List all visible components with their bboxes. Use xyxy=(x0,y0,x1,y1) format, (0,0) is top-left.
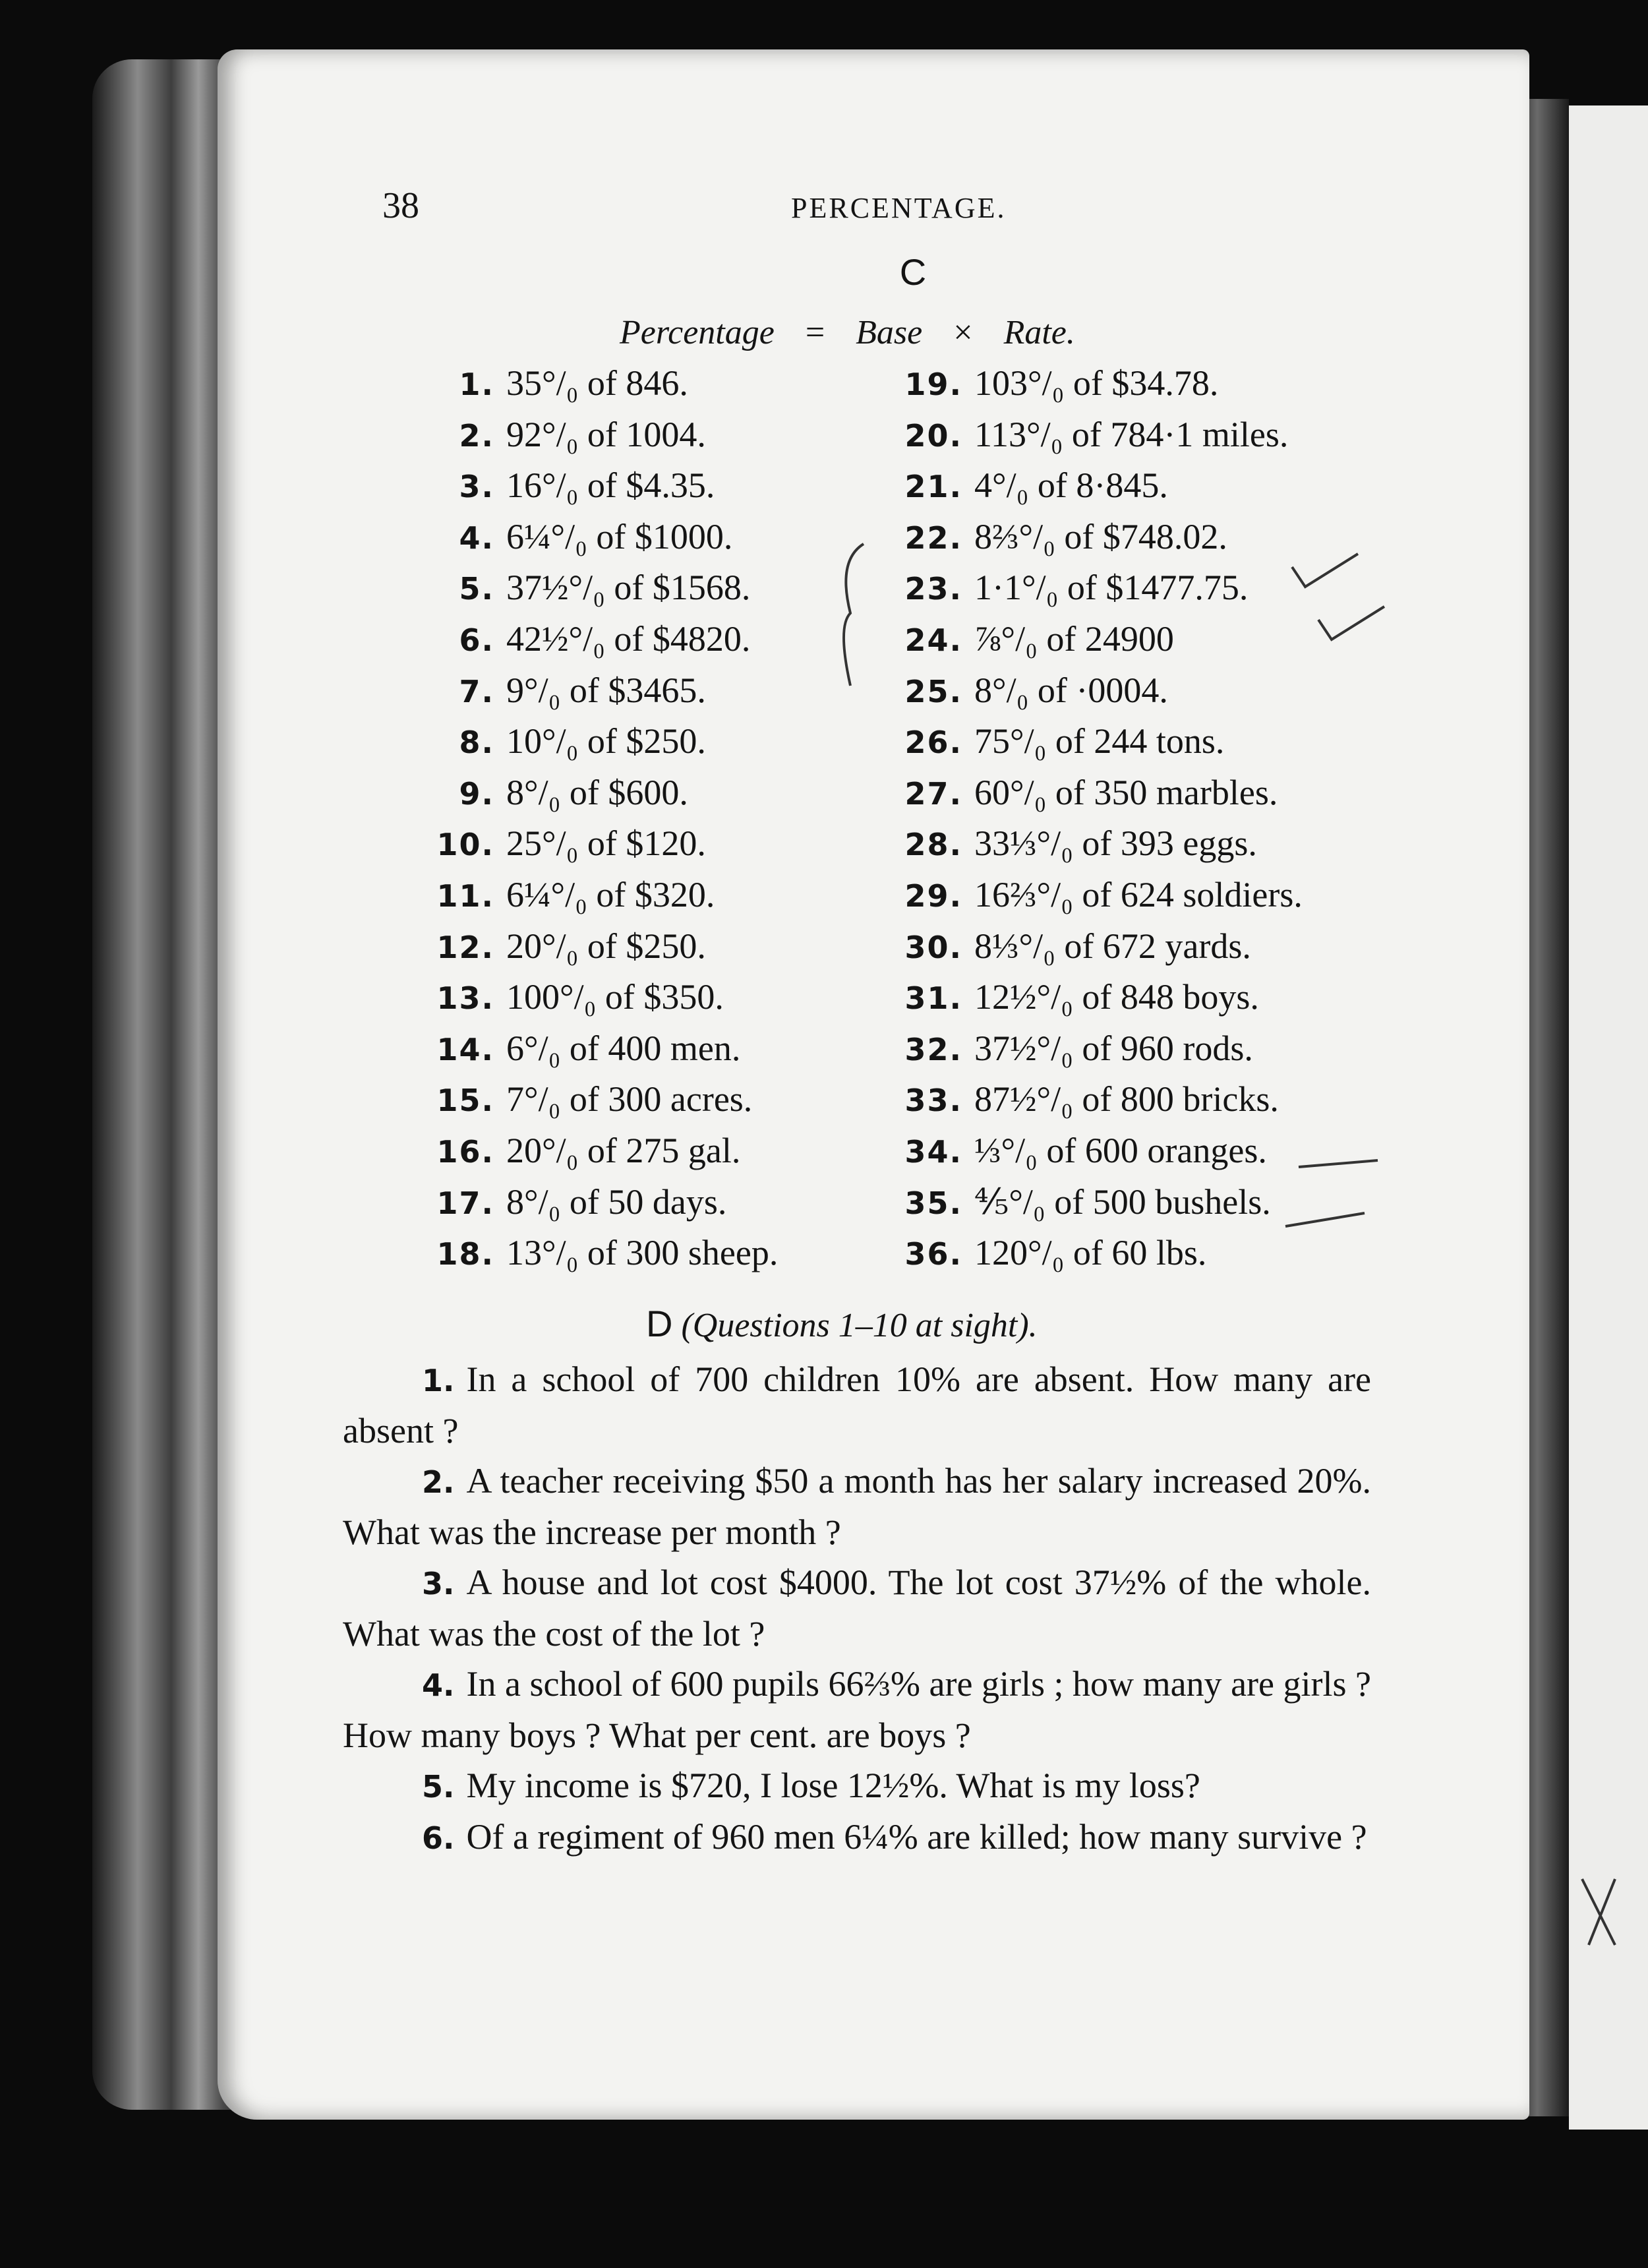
exercise-item xyxy=(890,768,1398,820)
exercise-text: 9°/₀ of $3465. xyxy=(506,670,706,710)
page-number: 38 xyxy=(382,185,419,226)
exercise-text: ⅓°/₀ of 600 oranges. xyxy=(974,1130,1267,1170)
exercise-item xyxy=(435,768,870,820)
problem-text: In a school of 700 children 10% are absent. How many are absent ? xyxy=(343,1359,1371,1450)
exercise-item xyxy=(890,922,1398,973)
exercise-number: 23. xyxy=(904,571,962,607)
exercise-text: 6°/₀ of 400 men. xyxy=(506,1028,741,1068)
exercise-text: 8°/₀ of ·0004. xyxy=(974,670,1168,710)
exercise-text: 87½°/₀ of 800 bricks. xyxy=(974,1079,1279,1119)
problem-number: 5. xyxy=(422,1768,455,1805)
exercise-number: 16. xyxy=(436,1133,494,1170)
word-problem xyxy=(343,1354,1371,1456)
exercise-text: 35°/₀ of 846. xyxy=(506,363,688,403)
exercise-item xyxy=(435,461,870,512)
exercise-number: 29. xyxy=(904,878,962,914)
exercise-text: 33⅓°/₀ of 393 eggs. xyxy=(974,823,1257,864)
section-d-heading xyxy=(343,1302,1398,1345)
problem-number: 1. xyxy=(422,1362,455,1398)
pencil-arrow-icon xyxy=(1279,1200,1371,1239)
running-head: PERCENTAGE. xyxy=(791,192,1007,224)
exercise-text: 20°/₀ of $250. xyxy=(506,926,706,966)
exercise-text: 16°/₀ of $4.35. xyxy=(506,465,715,506)
pencil-brace-icon xyxy=(831,541,870,692)
pencil-arrow-icon xyxy=(1292,1147,1384,1187)
exercise-text: 8°/₀ of $600. xyxy=(506,772,688,812)
word-problem xyxy=(343,1659,1371,1760)
exercise-number: 6. xyxy=(459,622,494,658)
exercise-item xyxy=(890,1075,1398,1126)
problem-text: My income is $720, I lose 12½%. What is my loss? xyxy=(466,1765,1200,1805)
exercise-item xyxy=(435,1075,870,1126)
word-problem xyxy=(343,1760,1371,1812)
exercise-item xyxy=(890,410,1398,462)
exercise-number: 19. xyxy=(904,367,962,402)
exercise-number: 28. xyxy=(904,827,962,863)
exercise-item xyxy=(435,922,870,973)
exercise-number: 18. xyxy=(436,1236,494,1272)
problem-number: 4. xyxy=(422,1667,455,1703)
exercise-number: 12. xyxy=(436,929,494,965)
problem-text: In a school of 600 pupils 66⅔% are girls ; how many are girls ? How many boys ? What per cent. are boys ? xyxy=(343,1663,1371,1755)
exercise-number: 11. xyxy=(436,878,494,914)
exercise-text: 103°/₀ of $34.78. xyxy=(974,363,1219,403)
exercise-number: 27. xyxy=(904,775,962,812)
exercise-item xyxy=(890,972,1398,1024)
exercise-number: 26. xyxy=(904,725,962,761)
exercise-text: 42½°/₀ of $4820. xyxy=(506,618,751,659)
problem-number: 3. xyxy=(422,1565,455,1601)
exercise-text: 75°/₀ of 244 tons. xyxy=(974,721,1225,761)
formula-percentage: Percentage xyxy=(620,314,775,351)
pencil-checkmark-icon xyxy=(1285,541,1365,593)
exercise-item xyxy=(435,359,870,410)
section-c-heading: C xyxy=(899,251,927,293)
exercise-text: 100°/₀ of $350. xyxy=(506,977,724,1017)
pencil-checkmark-icon xyxy=(1312,593,1391,646)
percentage-formula xyxy=(343,313,1398,352)
page-content xyxy=(343,158,1398,1863)
page-header xyxy=(343,158,1398,224)
exercise-text: 92°/₀ of 1004. xyxy=(506,414,706,454)
exercise-item xyxy=(890,819,1398,870)
exercise-number: 36. xyxy=(904,1236,962,1272)
exercise-number: 4. xyxy=(459,520,494,556)
problem-text: Of a regiment of 960 men 6¼% are killed; how many survive ? xyxy=(466,1816,1367,1857)
formula-equals: = xyxy=(805,314,825,351)
exercise-number: 7. xyxy=(459,673,494,709)
exercise-item xyxy=(435,870,870,922)
problem-text: A house and lot cost $4000. The lot cost 37½% of the whole. What was the cost of the lot ? xyxy=(343,1562,1371,1654)
exercise-number: 21. xyxy=(904,469,962,505)
exercise-number: 32. xyxy=(904,1031,962,1067)
exercise-number: 1. xyxy=(459,367,494,402)
exercise-text: 16⅔°/₀ of 624 soldiers. xyxy=(974,874,1303,914)
exercise-text: 7°/₀ of 300 acres. xyxy=(506,1079,753,1119)
exercise-number: 9. xyxy=(459,775,494,812)
exercise-number: 31. xyxy=(904,980,962,1017)
exercise-item xyxy=(890,666,1398,717)
word-problem xyxy=(343,1557,1371,1659)
section-d-note: (Questions 1–10 at sight). xyxy=(681,1306,1038,1344)
exercise-number: 24. xyxy=(904,622,962,658)
exercise-text: ⅘°/₀ of 500 bushels. xyxy=(974,1181,1271,1222)
pencil-x-icon xyxy=(1575,1872,1628,1952)
exercise-text: 8⅔°/₀ of $748.02. xyxy=(974,516,1227,556)
exercise-number: 3. xyxy=(459,469,494,505)
word-problem xyxy=(343,1812,1371,1863)
problem-number: 6. xyxy=(422,1820,455,1856)
exercise-number: 14. xyxy=(436,1031,494,1067)
exercise-item xyxy=(435,614,870,666)
exercise-number: 17. xyxy=(436,1185,494,1221)
exercise-number: 30. xyxy=(904,929,962,965)
exercise-number: 34. xyxy=(904,1133,962,1170)
exercise-item xyxy=(890,461,1398,512)
exercise-number: 8. xyxy=(459,725,494,761)
exercise-number: 13. xyxy=(436,980,494,1017)
exercise-text: 37½°/₀ of $1568. xyxy=(506,568,751,608)
adjacent-page-edge xyxy=(1569,105,1648,2130)
exercise-number: 20. xyxy=(904,417,962,454)
exercise-text: 6¼°/₀ of $320. xyxy=(506,874,715,914)
exercise-column-left xyxy=(343,359,870,1280)
exercise-text: 25°/₀ of $120. xyxy=(506,823,706,864)
exercise-item xyxy=(435,1228,870,1280)
exercise-text: 37½°/₀ of 960 rods. xyxy=(974,1028,1253,1068)
problem-number: 2. xyxy=(422,1464,455,1500)
exercise-text: 8°/₀ of 50 days. xyxy=(506,1181,727,1222)
exercise-text: 6¼°/₀ of $1000. xyxy=(506,516,733,556)
exercise-text: 60°/₀ of 350 marbles. xyxy=(974,772,1278,812)
exercise-item xyxy=(435,666,870,717)
exercise-number: 35. xyxy=(904,1185,962,1221)
exercise-number: 33. xyxy=(904,1083,962,1119)
formula-times: × xyxy=(953,314,973,351)
exercise-item xyxy=(435,717,870,768)
exercise-item xyxy=(890,717,1398,768)
exercise-item xyxy=(435,410,870,462)
exercise-item xyxy=(890,359,1398,410)
exercise-text: ⅞°/₀ of 24900 xyxy=(974,618,1174,659)
exercise-text: 1·1°/₀ of $1477.75. xyxy=(974,568,1249,608)
exercise-column-right xyxy=(870,359,1398,1280)
formula-base: Base xyxy=(856,314,923,351)
exercise-item xyxy=(435,512,870,564)
exercise-item xyxy=(435,563,870,614)
exercise-text: 120°/₀ of 60 lbs. xyxy=(974,1233,1207,1273)
exercise-text: 13°/₀ of 300 sheep. xyxy=(506,1233,779,1273)
exercise-text: 8⅓°/₀ of 672 yards. xyxy=(974,926,1251,966)
exercise-text: 4°/₀ of 8·845. xyxy=(974,465,1168,506)
exercise-number: 5. xyxy=(459,571,494,607)
exercise-text: 113°/₀ of 784·1 miles. xyxy=(974,414,1289,454)
exercise-text: 10°/₀ of $250. xyxy=(506,721,706,761)
exercise-item xyxy=(435,972,870,1024)
word-problem xyxy=(343,1456,1371,1557)
exercise-number: 25. xyxy=(904,673,962,709)
exercise-text: 12½°/₀ of 848 boys. xyxy=(974,977,1259,1017)
section-d-letter: D xyxy=(646,1302,673,1344)
exercise-number: 22. xyxy=(904,520,962,556)
exercise-item xyxy=(890,1024,1398,1075)
exercise-item xyxy=(435,1126,870,1178)
exercise-number: 15. xyxy=(436,1083,494,1119)
exercise-columns xyxy=(343,359,1398,1280)
formula-rate: Rate. xyxy=(1003,314,1075,351)
problem-text: A teacher receiving $50 a month has her salary increased 20%. What was the increase per month ? xyxy=(343,1460,1371,1552)
word-problems xyxy=(343,1354,1371,1863)
exercise-number: 10. xyxy=(436,827,494,863)
exercise-item xyxy=(435,1024,870,1075)
exercise-number: 2. xyxy=(459,417,494,454)
exercise-item xyxy=(890,870,1398,922)
exercise-text: 20°/₀ of 275 gal. xyxy=(506,1130,741,1170)
exercise-item xyxy=(435,819,870,870)
exercise-item xyxy=(435,1178,870,1229)
